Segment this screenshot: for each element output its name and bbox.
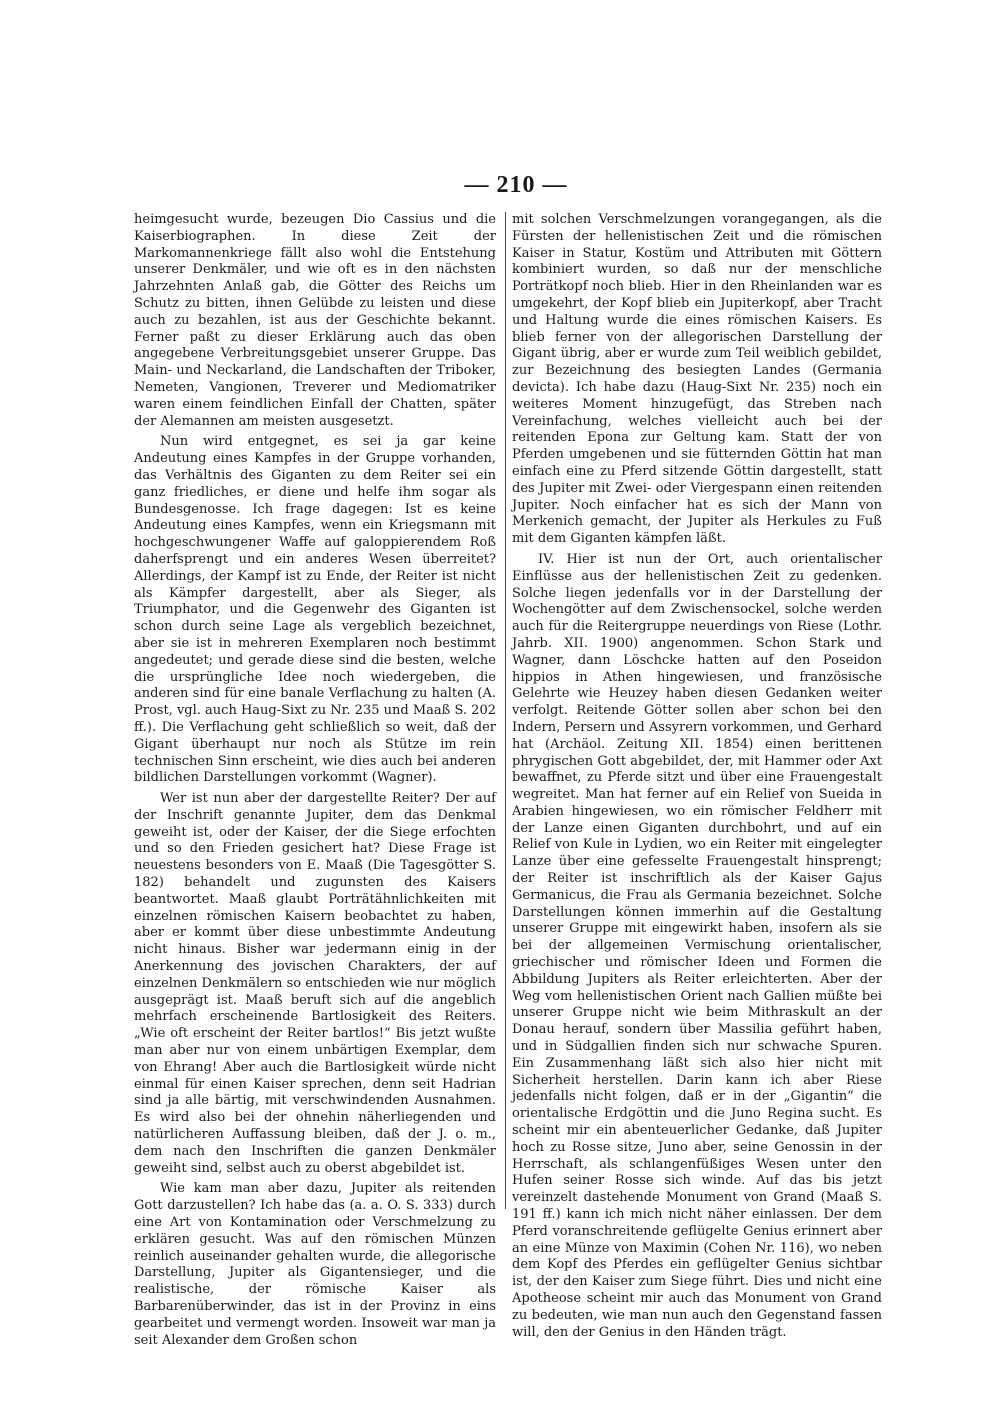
paragraph: heimgesucht wurde, bezeugen Dio Cassius und die Kaiserbiographen. In diese Zeit der Markomannenkriege fällt also wohl die Entstehung unserer Denkmäler, und wie oft es in den nächsten Jahrzehnten Anlaß gab, die Götter des Reichs um Schutz zu bitten, ihnen Gelübde zu leisten und diese auch zu bezahlen, ist aus der Geschichte bekannt. Ferner paßt zu dieser Erklärung auch das oben angegebene Verbreitungsgebiet unserer Gruppe. Das Main- und Neckarland, die Landschaften der Triboker, Nemeten, Vangionen, Treverer und Mediomatriker waren einem feindlichen Einfall der Chatten, später der Alemannen am meisten ausgesetzt.	[134, 212, 496, 429]
paragraph: mit solchen Verschmelzungen vorangegangen, als die Fürsten der hellenistischen Zeit und die römischen Kaiser in Statur, Kostüm und Attributen mit Göttern kombiniert wurden, so daß nur der menschliche Porträtkopf noch blieb. Hier in den Rheinlanden war es umgekehrt, der Kopf blieb ein Jupiterkopf, aber Tracht und Haltung wurde die eines römischen Kaisers. Es blieb ferner von der allegorischen Darstellung der Gigant übrig, aber er wurde zum Teil weiblich gebildet, zur Bezeichnung des besiegten Landes (Germania devicta). Ich habe dazu (Haug-Sixt Nr. 235) noch ein weiteres Moment hinzugefügt, das Streben nach Vereinfachung, welches vielleicht auch bei der reitenden Epona zur Geltung kam. Statt der von Pferden umgebenen und sie fütternden Göttin hat man einfach eine zu Pferd sitzende Göttin dargestellt, statt des Jupiter mit Zwei- oder Viergespann einen reitenden Jupiter. Noch einfacher hat es sich der Mann von Merkenich gemacht, der Jupiter als Herkules zu Fuß mit dem Giganten kämpfen läßt.	[512, 212, 882, 547]
paragraph: Wie kam man aber dazu, Jupiter als reitenden Gott darzustellen? Ich habe das (a. a. O. S. 333) durch eine Art von Kontamination oder Verschmelzung zu erklären gesucht. Was auf den römischen Münzen reinlich auseinander gehalten wurde, die allegorische Darstellung, Jupiter als Gigantensieger, und die realistische, der römische Kaiser als Barbarenüberwinder, das ist in der Provinz in eins gearbeitet und vermengt worden. Insoweit war man ja seit Alexander dem Großen schon	[134, 1181, 496, 1348]
paragraph: IV. Hier ist nun der Ort, auch orientalischer Einflüsse aus der hellenistischen Zeit zu gedenken. Solche liegen jedenfalls vor in der Darstellung der Wochengötter auf dem Zwischensockel, solche werden auch für die Reitergruppe neuerdings von Riese (Lothr. Jahrb. XII. 1900) angenommen. Schon Stark und Wagner, dann Löschcke hatten auf den Poseidon hippios in Athen hingewiesen, und französische Gelehrte wie Heuzey haben diesen Gedanken weiter verfolgt. Reitende Götter sollen aber schon bei den Indern, Persern und Assyrern vorkommen, und Gerhard hat (Archäol. Zeitung XII. 1854) einen berittenen phrygischen Gott abgebildet, der, mit Hammer oder Axt bewaffnet, zu Pferde sitzt und über eine Frauengestalt wegreitet. Man hat ferner auf ein Relief von Sueida in Arabien hingewiesen, wo ein römischer Feldherr mit der Lanze einen Giganten durchbohrt, und auf ein Relief von Kule in Lydien, wo ein Reiter mit eingelegter Lanze über eine gefesselte Frauengestalt hinsprengt; der Reiter ist inschriftlich als der Kaiser Gajus Germanicus, die Frau als Germania bezeichnet. Solche Darstellungen können immerhin auf die Gestaltung unserer Gruppe mit eingewirkt haben, insofern als sie bei der allgemeinen Vermischung orientalischer, griechischer und römischer Ideen und Formen die Abbildung Jupiters als Reiter erleichterten. Aber der Weg vom hellenistischen Orient nach Gallien müßte bei unserer Gruppe nicht wie beim Mithraskult an der Donau herauf, sondern über Massilia geführt haben, und in Südgallien finden sich nur schwache Spuren. Ein Zusammenhang läßt sich also hier nicht mit Sicherheit herstellen. Darin kann ich aber Riese jedenfalls nicht folgen, daß er in der „Gigantin“ die orientalische Erdgöttin und die Juno Regina sucht. Es scheint mir ein abenteuerlicher Gedanke, daß Jupiter hoch zu Rosse sitze, Juno aber, seine Genossin in der Herrschaft, als schlangenfüßiges Wesen unter den Hufen seiner Rosse sich winde. Auf das bis jetzt vereinzelt dastehende Monument von Grand (Maaß S. 191 ff.) kann ich mich nicht näher einlassen. Der dem Pferd voranschreitende geflügelte Genius erinnert aber an eine Münze von Maximin (Cohen Nr. 116), wo neben dem Kopf des Pferdes ein geflügelter Genius sichtbar ist, der den Kaiser zum Siege führt. Dies und nicht eine Apotheose scheint mir auch das Monument von Grand zu bedeuten, wie man nun auch den Gegenstand fassen will, den der Genius in den Händen trägt.	[512, 551, 882, 1340]
column-divider	[505, 212, 506, 1209]
page-number: — 210 —	[464, 172, 568, 198]
paragraph: Nun wird entgegnet, es sei ja gar keine Andeutung eines Kampfes in der Gruppe vorhanden, das Verhältnis des Giganten zu dem Reiter sei ein ganz friedliches, er diene und helfe ihm sogar als Bundesgenosse. Ich frage dagegen: Ist es keine Andeutung eines Kampfes, wenn ein Kriegsmann mit hochgeschwungener Waffe auf galoppierendem Roß daherfsprengt und ein anderes Wesen überreitet? Allerdings, der Kampf ist zu Ende, der Reiter ist nicht als Kämpfer dargestellt, aber als Sieger, als Triumphator, und die Gegenwehr des Giganten ist schon durch seine Lage als vergeblich bezeichnet, aber sie ist in mehreren Exemplaren noch bestimmt angedeutet; und gerade diese sind die besten, welche die ursprüngliche Idee noch wiedergeben, die anderen sind für eine banale Verflachung zu halten (A. Prost, vgl. auch Haug-Sixt zu Nr. 235 und Maaß S. 202 ff.). Die Verflachung geht schließlich so weit, daß der Gigant überhaupt nur noch als Stütze im rein technischen Sinn erscheint, wie dies auch bei anderen bildlichen Darstellungen vorkommt (Wagner).	[134, 434, 496, 786]
right-column	[512, 212, 882, 1345]
paragraph: Wer ist nun aber der dargestellte Reiter? Der auf der Inschrift genannte Jupiter, dem das Denkmal geweiht ist, oder der Kaiser, der die Siege erfochten und so den Frieden gesichert hat? Diese Frage ist neuestens besonders von E. Maaß (Die Tagesgötter S. 182) behandelt und zugunsten des Kaisers beantwortet. Maaß glaubt Porträtähnlichkeiten mit einzelnen römischen Kaisern beobachtet zu haben, aber er kommt über diese unbestimmte Andeutung nicht hinaus. Bisher war jedermann einig in der Anerkennung des jovischen Charakters, der auf einzelnen Denkmälern so entschieden wie nur möglich ausgeprägt ist. Maaß beruft sich auf die angeblich mehrfach erscheinende Bartlosigkeit des Reiters. „Wie oft erscheint der Reiter bartlos!“ Bis jetzt wußte man aber nur von einem unbärtigen Exemplar, dem von Ehrang! Aber auch die Bartlosigkeit würde nicht einmal für einen Kaiser sprechen, denn seit Hadrian sind ja alle bärtig, mit verschwindenden Ausnahmen. Es wird also bei der ohnehin näherliegenden und natürlicheren Auffassung bleiben, daß der J. o. m., dem nach den Inschriften die ganzen Denkmäler geweiht sind, selbst auch zu oberst abgebildet ist.	[134, 791, 496, 1176]
page-header	[0, 172, 1000, 202]
left-column	[134, 212, 496, 1353]
